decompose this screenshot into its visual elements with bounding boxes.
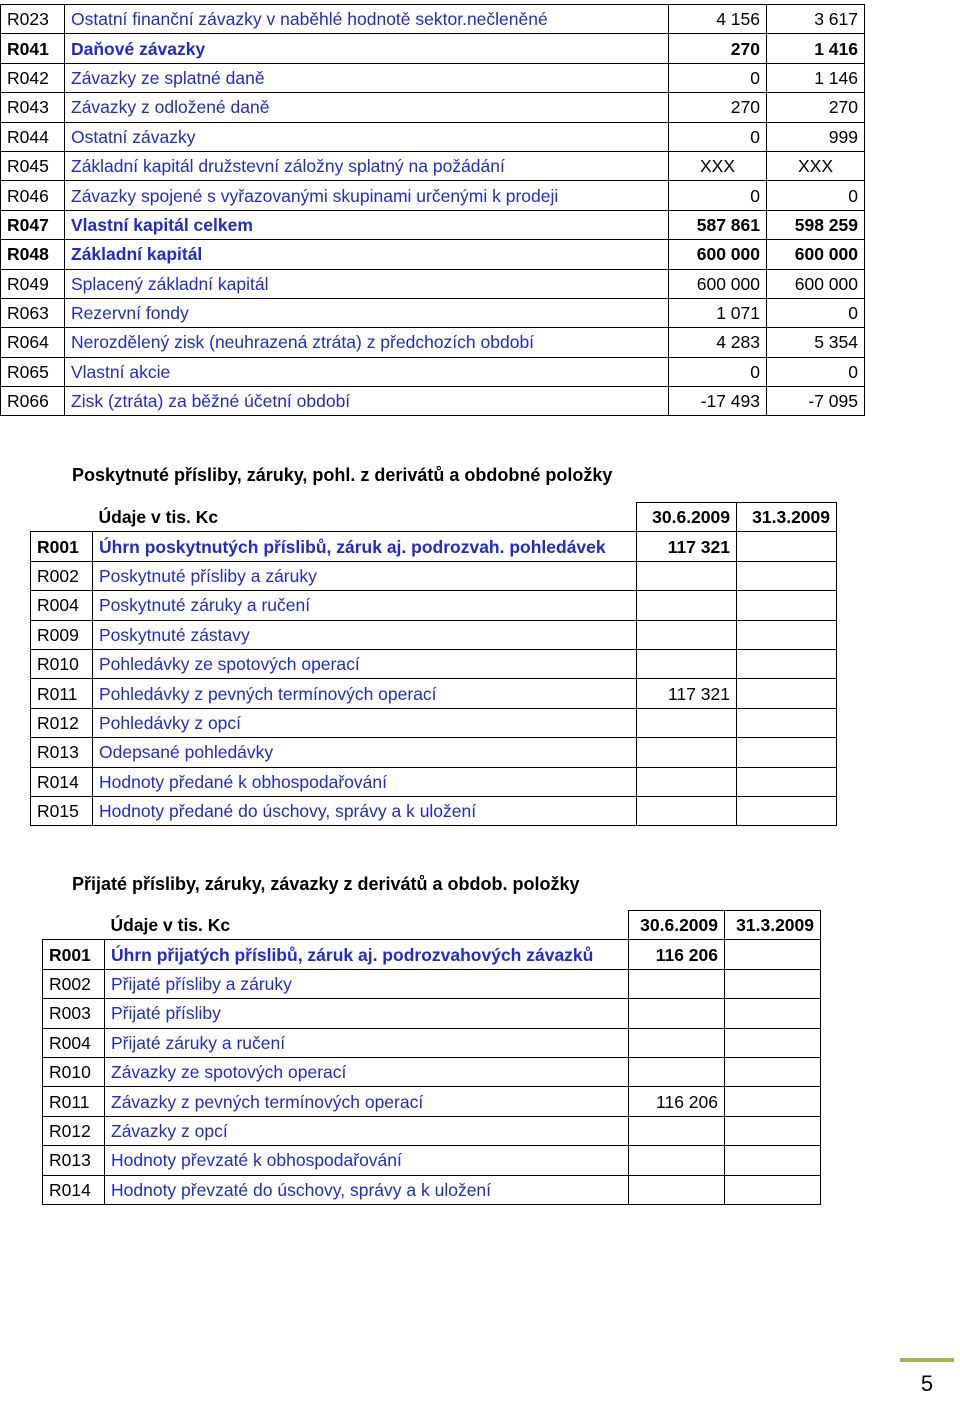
value-col2 — [725, 1057, 821, 1086]
value-col1 — [637, 620, 737, 649]
row-code: R049 — [1, 269, 65, 298]
value-col1: 0 — [669, 63, 767, 92]
row-label: Pohledávky z opcí — [93, 708, 637, 737]
value-col2: 3 617 — [767, 5, 865, 34]
value-col2 — [737, 679, 837, 708]
column-header-date1: 30.6.2009 — [637, 503, 737, 532]
row-code: R002 — [31, 561, 93, 590]
value-col1: 0 — [669, 357, 767, 386]
row-code: R002 — [43, 969, 105, 998]
page-number: 5 — [900, 1358, 954, 1410]
row-code: R047 — [1, 210, 65, 239]
value-col2 — [737, 767, 837, 796]
row-code: R010 — [31, 649, 93, 678]
row-label: Hodnoty předané do úschovy, správy a k uložení — [93, 796, 637, 825]
row-code: R048 — [1, 240, 65, 269]
section-heading-received: Přijaté přísliby, záruky, závazky z derivátů a obdob. položky — [72, 874, 580, 894]
row-code: R045 — [1, 151, 65, 180]
row-label: Přijaté záruky a ručení — [105, 1028, 629, 1057]
table-row — [1, 34, 865, 63]
value-col2 — [737, 649, 837, 678]
value-col1: 116 206 — [629, 1087, 725, 1116]
row-label: Vlastní akcie — [65, 357, 669, 386]
value-col2 — [725, 940, 821, 969]
value-col1: 4 156 — [669, 5, 767, 34]
table-row — [31, 708, 837, 737]
row-label: Daňové závazky — [65, 34, 669, 63]
row-label: Nerozdělený zisk (neuhrazená ztráta) z předchozích období — [65, 328, 669, 357]
value-col1: 0 — [669, 122, 767, 151]
row-label: Hodnoty převzaté k obhospodařování — [105, 1146, 629, 1175]
row-label: Závazky z odložené daně — [65, 93, 669, 122]
value-col1 — [629, 999, 725, 1028]
table-row — [1, 210, 865, 239]
table-row — [1, 181, 865, 210]
row-label: Poskytnuté zástavy — [93, 620, 637, 649]
value-col1: 4 283 — [669, 328, 767, 357]
table-row — [1, 328, 865, 357]
value-col1: 116 206 — [629, 940, 725, 969]
value-col2: 0 — [767, 181, 865, 210]
table-row — [1, 93, 865, 122]
section-heading-provided: Poskytnuté přísliby, záruky, pohl. z derivátů a obdobné položky — [72, 465, 613, 485]
balance-table — [0, 4, 865, 416]
value-col1: 270 — [669, 93, 767, 122]
value-col2: 270 — [767, 93, 865, 122]
table-row — [31, 796, 837, 825]
value-col2 — [725, 1028, 821, 1057]
row-code: R014 — [43, 1175, 105, 1204]
value-col1 — [637, 796, 737, 825]
table-row — [1, 5, 865, 34]
row-code: R012 — [43, 1116, 105, 1145]
row-label: Pohledávky z pevných termínových operací — [93, 679, 637, 708]
row-code: R009 — [31, 620, 93, 649]
row-label: Odepsané pohledávky — [93, 738, 637, 767]
value-col1 — [629, 1028, 725, 1057]
table-row — [43, 1028, 821, 1057]
table-row — [43, 969, 821, 998]
row-label: Úhrn poskytnutých příslibů, záruk aj. podrozvah. pohledávek — [93, 532, 637, 561]
row-code: R044 — [1, 122, 65, 151]
value-col1: 270 — [669, 34, 767, 63]
table-header-row — [43, 911, 821, 940]
row-code: R013 — [31, 738, 93, 767]
value-col2 — [725, 969, 821, 998]
row-label: Vlastní kapitál celkem — [65, 210, 669, 239]
row-label: Splacený základní kapitál — [65, 269, 669, 298]
row-label: Zisk (ztráta) za běžné účetní období — [65, 387, 669, 416]
received-commitments-table — [42, 910, 821, 1205]
value-col1: XXX — [669, 151, 767, 180]
value-col1 — [637, 561, 737, 590]
value-col2 — [737, 738, 837, 767]
table-row — [43, 1146, 821, 1175]
table-row — [1, 298, 865, 327]
row-label: Rezervní fondy — [65, 298, 669, 327]
value-col2 — [737, 532, 837, 561]
value-col2: 1 416 — [767, 34, 865, 63]
value-col2 — [725, 1146, 821, 1175]
table-row — [43, 1057, 821, 1086]
value-col2: 1 146 — [767, 63, 865, 92]
row-label: Poskytnuté záruky a ručení — [93, 591, 637, 620]
row-code: R004 — [43, 1028, 105, 1057]
row-code: R014 — [31, 767, 93, 796]
row-code: R012 — [31, 708, 93, 737]
row-code: R011 — [31, 679, 93, 708]
value-col2 — [737, 591, 837, 620]
row-label: Závazky ze splatné daně — [65, 63, 669, 92]
row-label: Hodnoty převzaté do úschovy, správy a k uložení — [105, 1175, 629, 1204]
table-row — [31, 561, 837, 590]
table-row — [43, 1175, 821, 1204]
table-row — [43, 1087, 821, 1116]
table-row — [31, 738, 837, 767]
value-col1: 117 321 — [637, 679, 737, 708]
value-col1: 1 071 — [669, 298, 767, 327]
row-code: R004 — [31, 591, 93, 620]
row-label: Přijaté přísliby a záruky — [105, 969, 629, 998]
value-col2: -7 095 — [767, 387, 865, 416]
value-col2 — [725, 1087, 821, 1116]
row-label: Závazky spojené s vyřazovanými skupinami určenými k prodeji — [65, 181, 669, 210]
table-row — [1, 240, 865, 269]
row-label: Přijaté přísliby — [105, 999, 629, 1028]
row-label: Hodnoty předané k obhospodařování — [93, 767, 637, 796]
row-code: R003 — [43, 999, 105, 1028]
value-col1: 117 321 — [637, 532, 737, 561]
units-label: Údaje v tis. Kc — [110, 914, 231, 935]
table-row — [31, 532, 837, 561]
row-code: R046 — [1, 181, 65, 210]
value-col1: 600 000 — [669, 269, 767, 298]
row-code: R001 — [31, 532, 93, 561]
row-code: R001 — [43, 940, 105, 969]
row-label: Poskytnuté přísliby a záruky — [93, 561, 637, 590]
table-row — [1, 151, 865, 180]
table-row — [43, 999, 821, 1028]
row-label: Závazky ze spotových operací — [105, 1057, 629, 1086]
value-col1 — [629, 1175, 725, 1204]
units-label: Údaje v tis. Kc — [98, 506, 219, 527]
value-col1 — [637, 591, 737, 620]
value-col1: 600 000 — [669, 240, 767, 269]
table-row — [31, 649, 837, 678]
value-col1 — [637, 708, 737, 737]
value-col2: 999 — [767, 122, 865, 151]
value-col2 — [725, 1175, 821, 1204]
row-code: R013 — [43, 1146, 105, 1175]
table-row — [31, 767, 837, 796]
row-code: R041 — [1, 34, 65, 63]
value-col1 — [637, 767, 737, 796]
value-col2: 5 354 — [767, 328, 865, 357]
table-row — [1, 122, 865, 151]
value-col1: 0 — [669, 181, 767, 210]
row-label: Základní kapitál — [65, 240, 669, 269]
value-col1 — [629, 1057, 725, 1086]
row-code: R011 — [43, 1087, 105, 1116]
row-code: R066 — [1, 387, 65, 416]
value-col2 — [725, 999, 821, 1028]
table-row — [43, 940, 821, 969]
table-row — [1, 357, 865, 386]
provided-commitments-table — [30, 502, 837, 826]
value-col1 — [637, 649, 737, 678]
row-code: R063 — [1, 298, 65, 327]
row-label: Základní kapitál družstevní záložny splatný na požádání — [65, 151, 669, 180]
table-row — [1, 269, 865, 298]
table-row — [31, 620, 837, 649]
value-col1 — [629, 1146, 725, 1175]
table-row — [1, 387, 865, 416]
value-col2 — [737, 708, 837, 737]
value-col2 — [737, 620, 837, 649]
row-label: Závazky z pevných termínových operací — [105, 1087, 629, 1116]
value-col2 — [737, 561, 837, 590]
table-row — [43, 1116, 821, 1145]
table-row — [31, 679, 837, 708]
value-col2: 600 000 — [767, 240, 865, 269]
row-label: Ostatní finanční závazky v naběhlé hodnotě sektor.nečleněné — [65, 5, 669, 34]
value-col1: 587 861 — [669, 210, 767, 239]
row-code: R015 — [31, 796, 93, 825]
row-label: Ostatní závazky — [65, 122, 669, 151]
table-header-row — [31, 503, 837, 532]
row-label: Pohledávky ze spotových operací — [93, 649, 637, 678]
row-code: R065 — [1, 357, 65, 386]
value-col1 — [629, 1116, 725, 1145]
value-col1 — [629, 969, 725, 998]
row-code: R064 — [1, 328, 65, 357]
row-code: R043 — [1, 93, 65, 122]
row-code: R010 — [43, 1057, 105, 1086]
value-col2: 0 — [767, 357, 865, 386]
row-code: R042 — [1, 63, 65, 92]
value-col2 — [737, 796, 837, 825]
row-label: Úhrn přijatých příslibů, záruk aj. podrozvahových závazků — [105, 940, 629, 969]
value-col1 — [637, 738, 737, 767]
table-row — [1, 63, 865, 92]
column-header-date1: 30.6.2009 — [629, 911, 725, 940]
value-col1: -17 493 — [669, 387, 767, 416]
value-col2: XXX — [767, 151, 865, 180]
value-col2: 0 — [767, 298, 865, 327]
row-label: Závazky z opcí — [105, 1116, 629, 1145]
value-col2: 598 259 — [767, 210, 865, 239]
column-header-date2: 31.3.2009 — [737, 503, 837, 532]
column-header-date2: 31.3.2009 — [725, 911, 821, 940]
table-row — [31, 591, 837, 620]
value-col2 — [725, 1116, 821, 1145]
row-code: R023 — [1, 5, 65, 34]
value-col2: 600 000 — [767, 269, 865, 298]
